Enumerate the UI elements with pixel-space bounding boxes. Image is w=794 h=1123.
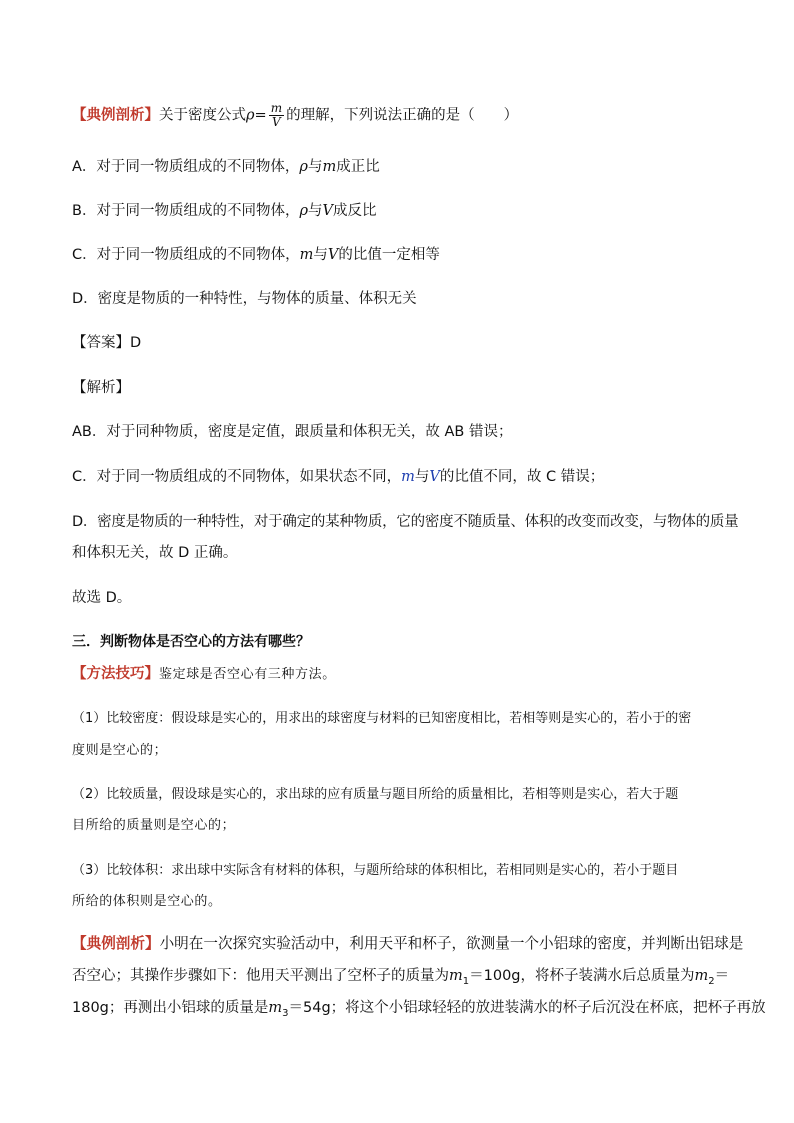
equals-sign: =	[254, 107, 267, 124]
option-a-text: A．对于同一物质组成的不同物体，	[72, 159, 300, 175]
fraction-denominator: V	[272, 115, 281, 129]
method-tip	[72, 664, 336, 685]
m1-sub: 1	[462, 975, 470, 987]
option-b-text: B．对于同一物质组成的不同物体，	[72, 203, 300, 219]
method-3-line1: （3）比较体积：求出球中实际含有材料的体积，与题所给球的体积相比，若相同则是实心的，若小于题目	[72, 863, 679, 878]
method-tip-text: 鉴定球是否空心有三种方法。	[159, 667, 336, 682]
method-tip-tag: 【方法技巧】	[72, 666, 159, 682]
m2-sub: 2	[708, 975, 715, 987]
example-tag: 【典例剖析】	[72, 107, 159, 124]
example-tag-2: 【典例剖析】	[72, 935, 160, 952]
density-fraction	[269, 102, 284, 129]
option-d: D．密度是物质的一种特性，与物体的质量、体积无关	[72, 291, 417, 307]
option-a-var2: m	[322, 159, 337, 175]
option-a-end: 成正比	[336, 159, 380, 175]
explanation-c-end: 的比值不同，故 C 错误；	[439, 469, 605, 485]
option-a-var1: ρ	[299, 159, 308, 175]
explanation-c	[72, 467, 604, 487]
method-1-line1: （1）比较密度：假设球是实心的，用求出的球密度与材料的已知密度相比，若相等则是实心的，若小于的密	[72, 711, 692, 726]
answer	[72, 333, 141, 353]
option-a-mid: 与	[307, 159, 323, 175]
option-c-var1: m	[299, 247, 314, 263]
option-b-var2: V	[322, 203, 333, 219]
option-c	[72, 245, 440, 265]
q2-text-3: 180g；再测出小铝球的质量是	[72, 1000, 269, 1016]
stem-text: 关于密度公式	[159, 107, 246, 124]
q2-text-3-end: ＝54g；将这个小铝球轻轻的放进装满水的杯子后沉没在杯底，把杯子再放	[288, 1000, 766, 1016]
conclusion: 故选 D。	[72, 590, 132, 606]
answer-value: D	[130, 335, 142, 351]
option-b	[72, 201, 376, 221]
option-b-end: 成反比	[332, 203, 377, 219]
m3-var: m	[268, 1000, 283, 1016]
q2-line2	[72, 966, 729, 992]
m1-var: m	[449, 968, 463, 984]
q2-text-1: 小明在一次探究实验活动中，利用天平和杯子，欲测量一个小铝球的密度，并判断出铝球是	[159, 935, 744, 952]
section-heading: 三．判断物体是否空心的方法有哪些？	[72, 634, 310, 650]
explanation-d-line2: 和体积无关，故 D 正确。	[72, 545, 238, 561]
option-a	[72, 157, 380, 177]
rho-symbol: ρ	[246, 107, 255, 124]
answer-label: 【答案】	[72, 335, 130, 351]
option-c-text: C．对于同一物质组成的不同物体，	[72, 247, 300, 263]
explanation-c-mid: 与	[414, 469, 430, 485]
method-2-line1: （2）比较质量，假设球是实心的，求出球的应有质量与题目所给的质量相比，若相等则是实心，若大于题	[72, 787, 679, 802]
option-c-var2: V	[327, 247, 339, 263]
m2-var: m	[694, 968, 709, 984]
q2-text-2-end: ＝	[714, 968, 730, 984]
option-b-mid: 与	[307, 203, 323, 219]
q2-line1	[72, 934, 743, 954]
fraction-numerator: m	[270, 101, 283, 115]
method-2-line2: 目所给的质量则是空心的；	[72, 818, 236, 833]
q2-line3	[72, 998, 766, 1024]
method-1-line2: 度则是空心的；	[72, 743, 168, 758]
q2-text-2-mid: ＝100g，将杯子装满水后总质量为	[469, 968, 695, 984]
explanation-c-text: C．对于同一物质组成的不同物体，如果状态不同，	[72, 469, 402, 485]
option-b-var1: ρ	[299, 203, 308, 219]
explanation-c-var1: m	[401, 469, 415, 485]
option-c-end: 的比值一定相等	[338, 247, 440, 263]
q2-text-2: 否空心；其操作步骤如下：他用天平测出了空杯子的质量为	[72, 968, 449, 984]
stem-text-end: 的理解，下列说法正确的是（ ）	[286, 107, 519, 124]
explanation-c-var2: V	[429, 469, 440, 485]
explanation-d-line1: D．密度是物质的一种特性，对于确定的某种物质，它的密度不随质量、体积的改变而改变，与物体的质量	[72, 514, 739, 530]
m3-sub: 3	[282, 1007, 289, 1019]
q1-stem	[72, 102, 518, 129]
method-3-line2: 所给的体积则是空心的。	[72, 894, 222, 909]
explanation-ab: AB．对于同种物质，密度是定值，跟质量和体积无关，故 AB 错误；	[72, 424, 513, 440]
analysis-label: 【解析】	[72, 380, 130, 396]
option-c-mid: 与	[313, 247, 328, 263]
